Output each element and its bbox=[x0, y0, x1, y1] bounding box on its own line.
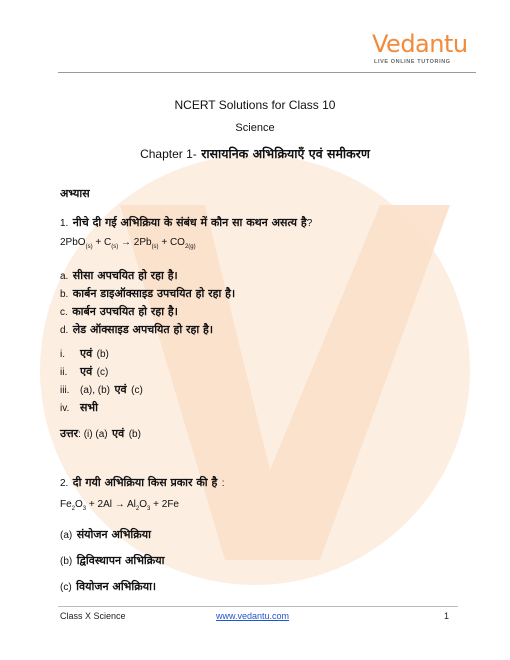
q1-option-b bbox=[60, 284, 235, 302]
choice-hindi: एवं bbox=[114, 383, 127, 396]
q1-option-c bbox=[60, 302, 178, 320]
q1-option-d bbox=[60, 320, 213, 338]
option-letter: (a) bbox=[60, 530, 73, 541]
option-text: द्विविस्थापन अभिक्रिया bbox=[76, 554, 165, 567]
answer-label: उत्तर bbox=[60, 427, 79, 440]
option-letter: b. bbox=[60, 289, 69, 300]
option-text: कार्बन उपचयित हो रहा है। bbox=[72, 305, 178, 318]
doc-title: NCERT Solutions for Class 10 bbox=[174, 98, 336, 112]
question-2 bbox=[60, 473, 225, 491]
option-text: लेड ऑक्साइड अपचयित हो रहा है। bbox=[72, 323, 214, 336]
choice-number: i. bbox=[60, 349, 65, 360]
chapter-prefix: Chapter 1- bbox=[140, 147, 197, 161]
q1-option-a bbox=[60, 266, 178, 284]
option-letter: a. bbox=[60, 271, 69, 282]
q1-choice-iv bbox=[60, 398, 98, 416]
chapter-title: रासायनिक अभिक्रियाएँ एवं समीकरण bbox=[201, 146, 370, 161]
q2-text: दी गयी अभिक्रिया किस प्रकार की है bbox=[72, 476, 218, 489]
q2-end: : bbox=[221, 478, 225, 489]
option-text: वियोजन अभिक्रिया। bbox=[76, 580, 157, 593]
q2-number: 2. bbox=[60, 478, 69, 489]
q1-answer bbox=[60, 424, 141, 442]
option-text: कार्बन डाइऑक्साइड उपचयित हो रहा है। bbox=[72, 287, 236, 300]
q2-option-a bbox=[60, 525, 151, 543]
option-text: संयोजन अभिक्रिया bbox=[76, 528, 151, 541]
logo-tagline: LIVE ONLINE TUTORING bbox=[374, 59, 451, 65]
q1-choice-iii bbox=[60, 380, 143, 398]
chapter-heading bbox=[0, 145, 510, 163]
option-letter: (c) bbox=[60, 582, 72, 593]
q1-choice-ii bbox=[60, 362, 108, 380]
choice-number: iii. bbox=[60, 385, 70, 396]
option-letter: d. bbox=[60, 325, 69, 336]
q1-end: ? bbox=[306, 218, 313, 229]
answer-hindi: एवं bbox=[112, 427, 125, 440]
choice-ref: (b) bbox=[96, 349, 109, 360]
option-text: सीसा अपचयित हो रहा है। bbox=[72, 269, 178, 282]
logo-wordmark: Vedantu bbox=[372, 30, 468, 58]
answer-ref-b: (b) bbox=[128, 429, 141, 440]
q2-option-b bbox=[60, 551, 164, 569]
choice-hindi: सभी bbox=[80, 401, 99, 414]
q2-option-c bbox=[60, 577, 156, 595]
section-heading: अभ्यास bbox=[60, 187, 90, 200]
choice-number: iv. bbox=[60, 403, 70, 414]
q2-equation: $Fe_2O_3 + 2Al \to Al_2O_3 + 2Fe$ bbox=[60, 499, 179, 512]
q1-text: नीचे दी गई अभिक्रिया के संबंध में कौन सा कथन असत्य है bbox=[72, 216, 307, 229]
question-1 bbox=[60, 213, 312, 231]
choice-ref: (c) bbox=[131, 385, 143, 396]
answer-ref-a: : (i) (a) bbox=[78, 429, 108, 440]
footer-left: Class X Science bbox=[60, 611, 126, 621]
choice-hindi: एवं bbox=[80, 365, 93, 378]
q1-number: 1. bbox=[60, 218, 69, 229]
option-letter: (b) bbox=[60, 556, 73, 567]
choice-ref: (c) bbox=[96, 367, 109, 378]
footer-website-link[interactable]: www.vedantu.com bbox=[216, 611, 290, 621]
footer-rule bbox=[58, 606, 458, 607]
header-rule bbox=[58, 72, 476, 73]
doc-subject: Science bbox=[235, 122, 275, 134]
choice-hindi: एवं bbox=[80, 347, 93, 360]
q1-choice-i bbox=[60, 344, 109, 362]
choice-number: ii. bbox=[60, 367, 68, 378]
q1-equation: $2PbO_{(s)} + C_{(s)} \to 2Pb_{(s)} + CO_{2(g)}$ bbox=[60, 237, 196, 250]
option-letter: c. bbox=[60, 307, 68, 318]
vedantu-logo bbox=[372, 30, 492, 74]
page-number: 1 bbox=[444, 611, 450, 621]
choice-ref: (a), (b) bbox=[80, 385, 110, 396]
